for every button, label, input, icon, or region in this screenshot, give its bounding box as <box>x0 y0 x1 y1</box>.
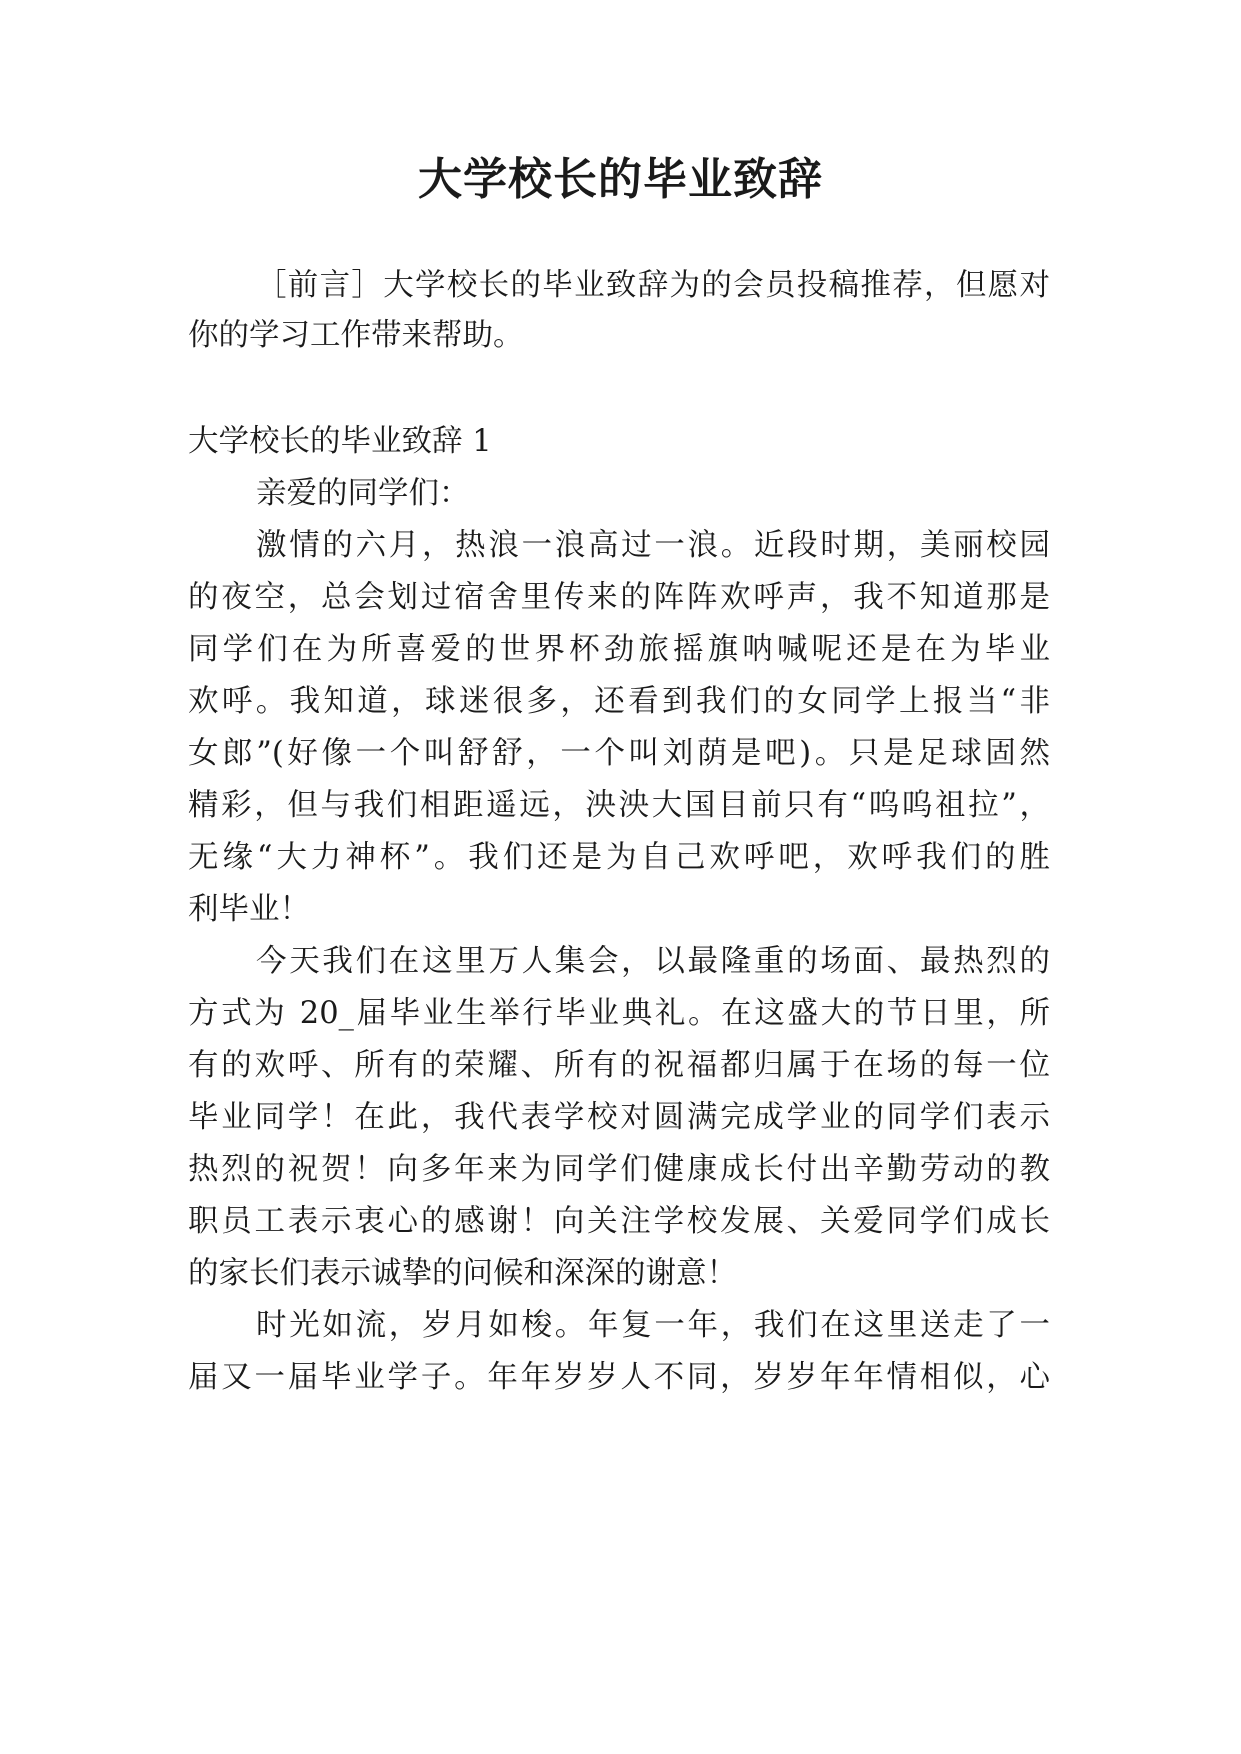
salutation: 亲爱的同学们： <box>256 476 470 511</box>
paragraph-line: 同学们在为所喜爱的世界杯劲旅摇旗呐喊呢还是在为毕业 <box>188 632 1050 667</box>
paragraph-line: 激情的六月，热浪一浪高过一浪。近段时期，美丽校园 <box>256 528 1050 563</box>
paragraph-line: 毕业同学！在此，我代表学校对圆满完成学业的同学们表示 <box>188 1100 1050 1135</box>
document-title: 大学校长的毕业致辞 <box>418 154 823 205</box>
paragraph-line: 今天我们在这里万人集会，以最隆重的场面、最热烈的 <box>256 944 1050 979</box>
preface-line-1: ［前言］大学校长的毕业致辞为的会员投稿推荐，但愿对 <box>256 268 1050 303</box>
paragraph-line: 届又一届毕业学子。年年岁岁人不同，岁岁年年情相似，心 <box>188 1360 1050 1395</box>
paragraph-line: 利毕业！ <box>188 892 310 927</box>
paragraph-line: 有的欢呼、所有的荣耀、所有的祝福都归属于在场的每一位 <box>188 1048 1050 1083</box>
paragraph-line: 职员工表示衷心的感谢！向关注学校发展、关爱同学们成长 <box>188 1204 1050 1239</box>
preface-line-2: 你的学习工作带来帮助。 <box>188 318 524 353</box>
paragraph-line: 热烈的祝贺！向多年来为同学们健康成长付出辛勤劳动的教 <box>188 1152 1050 1187</box>
paragraph-line: 精彩，但与我们相距遥远，泱泱大国目前只有“呜呜祖拉”， <box>188 788 1050 823</box>
paragraph-line: 时光如流，岁月如梭。年复一年，我们在这里送走了一 <box>256 1308 1050 1343</box>
paragraph-line: 欢呼。我知道，球迷很多，还看到我们的女同学上报当“非 <box>188 684 1050 719</box>
section-heading: 大学校长的毕业致辞 1 <box>188 424 492 459</box>
paragraph-line: 无缘“大力神杯”。我们还是为自己欢呼吧，欢呼我们的胜 <box>188 840 1050 875</box>
paragraph-line: 方式为 20_届毕业生举行毕业典礼。在这盛大的节日里，所 <box>188 996 1050 1031</box>
paragraph-line: 的家长们表示诚挚的问候和深深的谢意！ <box>188 1256 737 1291</box>
paragraph-line: 女郎”(好像一个叫舒舒，一个叫刘荫是吧)。只是足球固然 <box>188 736 1050 771</box>
paragraph-line: 的夜空，总会划过宿舍里传来的阵阵欢呼声，我不知道那是 <box>188 580 1050 615</box>
